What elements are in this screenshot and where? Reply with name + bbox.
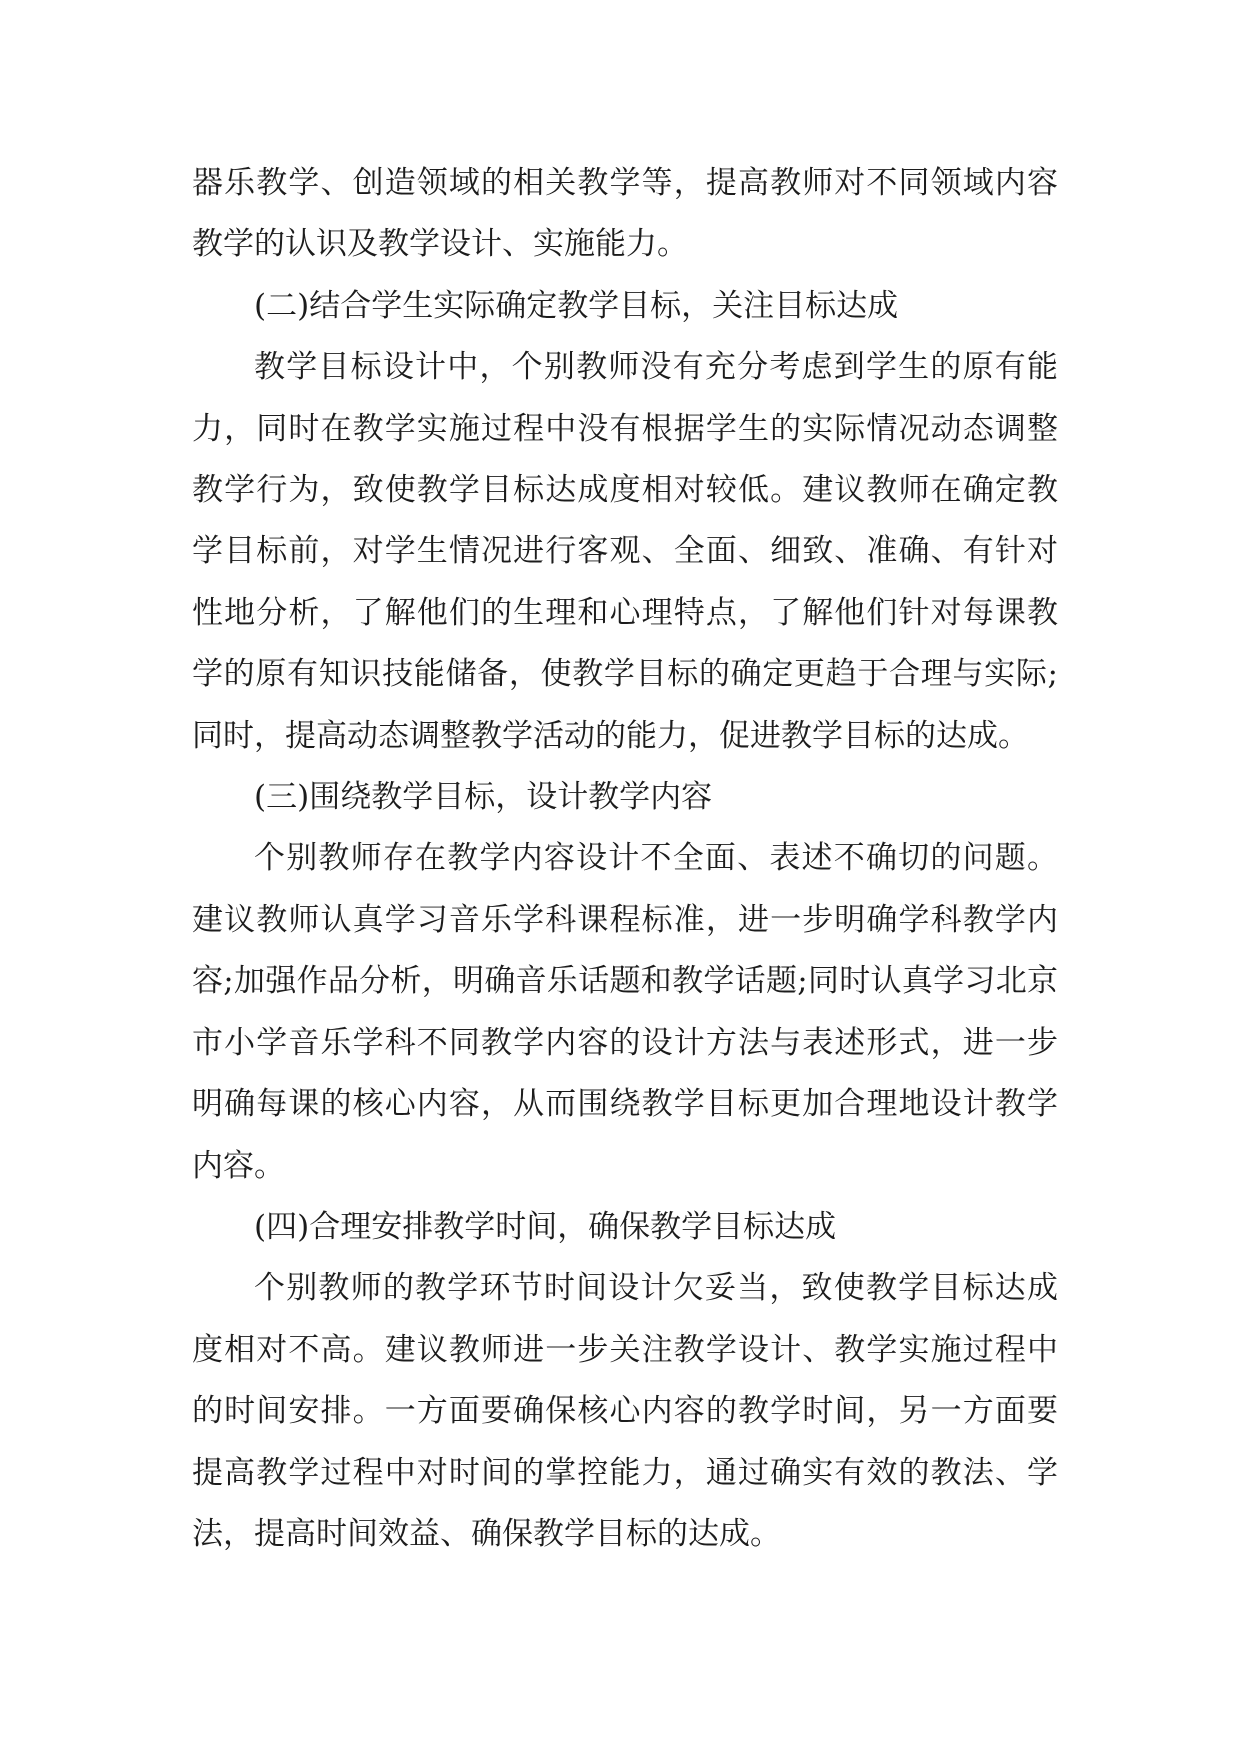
section-heading-4: (四)合理安排教学时间，确保教学目标达成 — [254, 1208, 837, 1245]
paragraph-section-3: 个别教师存在教学内容设计不全面、表述不确切的问题。建议教师认真学习音乐学科课程标准，进一步明确学科教学内容;加强作品分析，明确音乐话题和教学话题;同时认真学习北京市小学音乐学科不同教学内容的设计方法与表述形式，进一步明确每课的核心内容，从而围绕教学目标更加合理地设计教学内容。 — [192, 840, 1058, 1184]
section-heading-3: (三)围绕教学目标，设计教学内容 — [254, 779, 713, 816]
paragraph-continuation: 器乐教学、创造领域的相关教学等，提高教师对不同领域内容教学的认识及教学设计、实施能力。 — [192, 165, 1058, 263]
document-body — [192, 153, 1058, 1565]
section-heading-2: (二)结合学生实际确定教学目标，关注目标达成 — [254, 287, 899, 324]
paragraph-section-4: 个别教师的教学环节时间设计欠妥当，致使教学目标达成度相对不高。建议教师进一步关注教学设计、教学实施过程中的时间安排。一方面要确保核心内容的教学时间，另一方面要提高教学过程中对时间的掌控能力，通过确实有效的教法、学法，提高时间效益、确保教学目标的达成。 — [192, 1270, 1058, 1552]
paragraph-section-2: 教学目标设计中，个别教师没有充分考虑到学生的原有能力，同时在教学实施过程中没有根据学生的实际情况动态调整教学行为，致使教学目标达成度相对较低。建议教师在确定教学目标前，对学生情况进行客观、全面、细致、准确、有针对性地分析，了解他们的生理和心理特点，了解他们针对每课教学的原有知识技能储备，使教学目标的确定更趋于合理与实际;同时，提高动态调整教学活动的能力，促进教学目标的达成。 — [192, 349, 1058, 754]
